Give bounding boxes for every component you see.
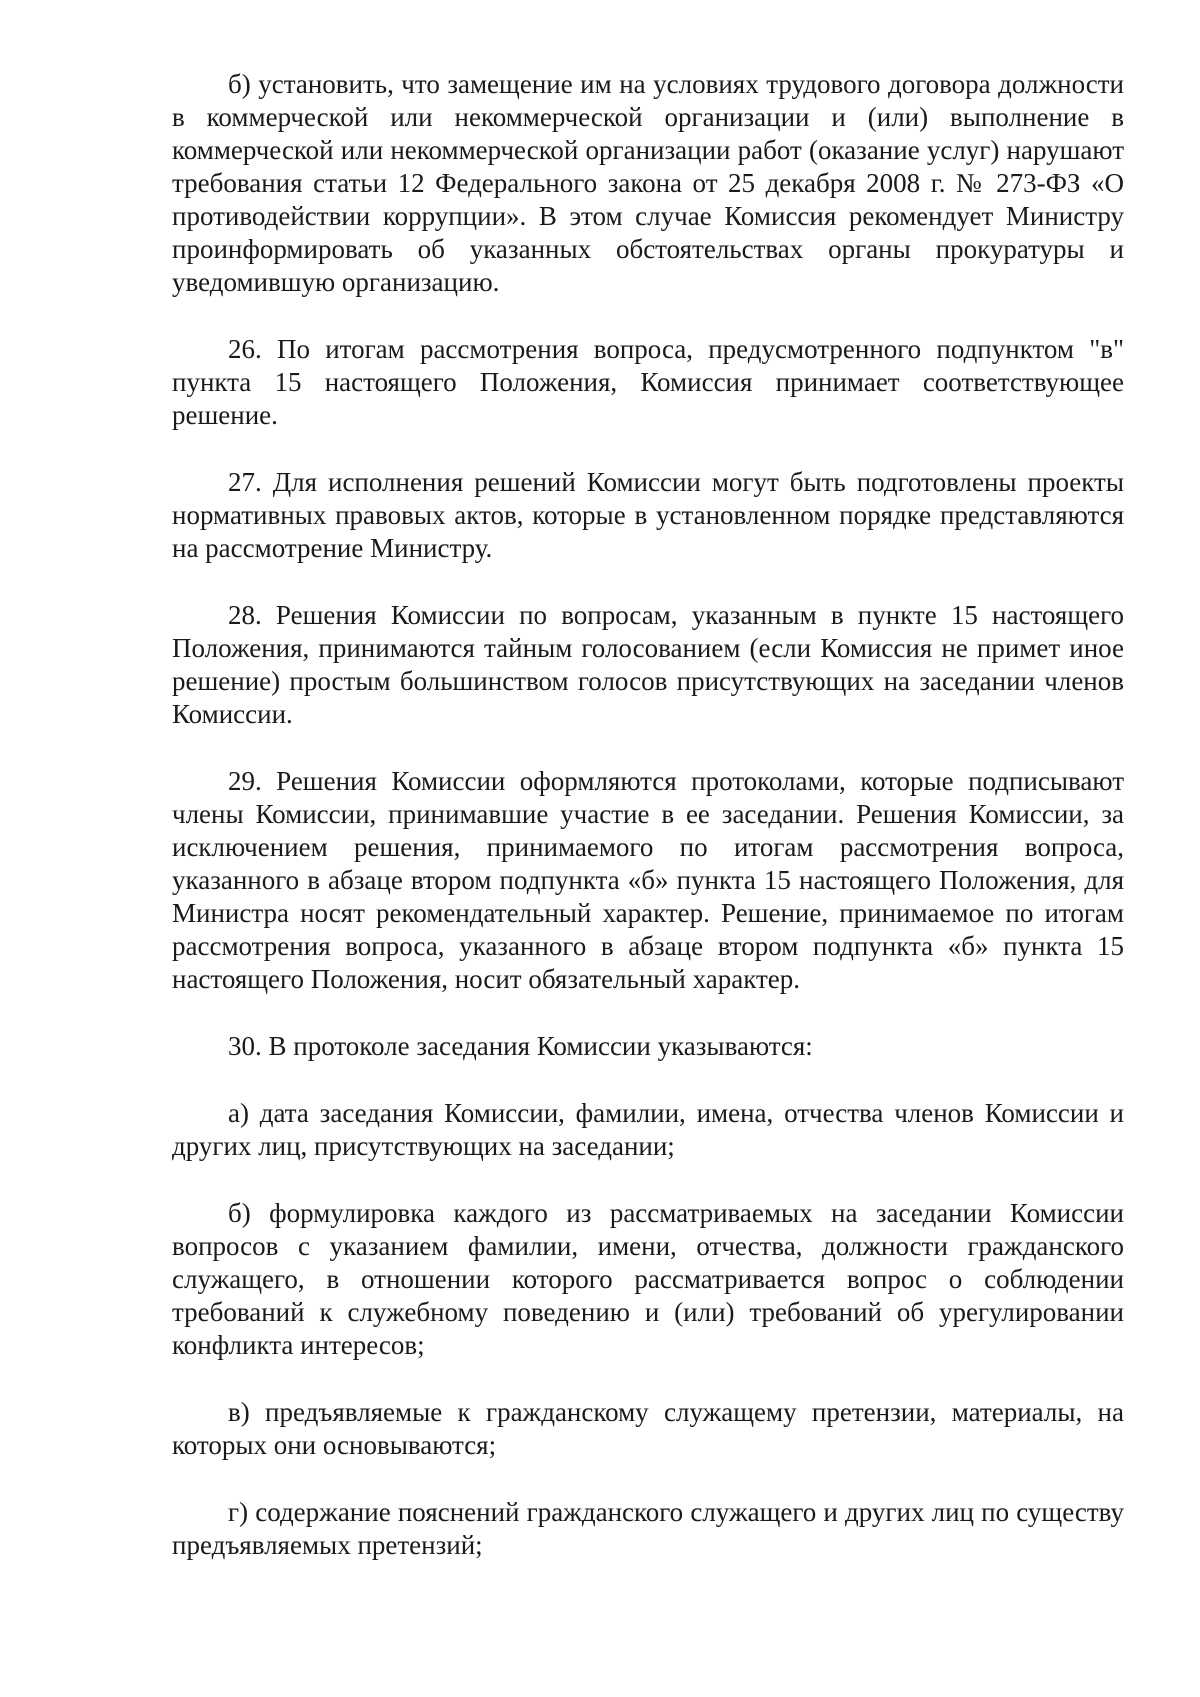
paragraph-25b: б) установить, что замещение им на условиях трудового договора должности в коммерческой или некоммерческой организации и (или) выполнение в коммерческой или некоммерческой организации работ (оказание услуг) нарушают требования статьи 12 Федерального закона от 25 декабря 2008 г. № 273-ФЗ «О противодействии коррупции». В этом случае Комиссия рекомендует Министру проинформировать об указанных обстоятельствах органы прокуратуры и уведомившую организацию. [172,69,1124,297]
paragraph-29: 29. Решения Комиссии оформляются протоколами, которые подписывают члены Комиссии, принимавшие участие в ее заседании. Решения Комиссии, за исключением решения, принимаемого по итогам рассмотрения вопроса, указанного в абзаце втором подпункта «б» пункта 15 настоящего Положения, для Министра носят рекомендательный характер. Решение, принимаемое по итогам рассмотрения вопроса, указанного в абзаце втором подпункта «б» пункта 15 настоящего Положения, носит обязательный характер. [172,766,1124,994]
paragraph-30: 30. В протоколе заседания Комиссии указываются: [228,1031,813,1061]
paragraph-26: 26. По итогам рассмотрения вопроса, предусмотренного подпунктом "в" пункта 15 настоящего Положения, Комиссия принимает соответствующее решение. [172,334,1124,430]
paragraph-28: 28. Решения Комиссии по вопросам, указанным в пункте 15 настоящего Положения, принимаются тайным голосованием (если Комиссия не примет иное решение) простым большинством голосов присутствующих на заседании членов Комиссии. [172,600,1124,729]
paragraph-30b: б) формулировка каждого из рассматриваемых на заседании Комиссии вопросов с указанием фамилии, имени, отчества, должности гражданского служащего, в отношении которого рассматривается вопрос о соблюдении требований к служебному поведению и (или) требований об урегулировании конфликта интересов; [172,1198,1124,1360]
document-body [172,68,1124,1596]
paragraph-30v: в) предъявляемые к гражданскому служащему претензии, материалы, на которых они основываются; [172,1397,1124,1460]
paragraph-30g: г) содержание пояснений гражданского служащего и других лиц по существу предъявляемых претензий; [172,1497,1124,1560]
paragraph-27: 27. Для исполнения решений Комиссии могут быть подготовлены проекты нормативных правовых актов, которые в установленном порядке представляются на рассмотрение Министру. [172,467,1124,563]
paragraph-30a: а) дата заседания Комиссии, фамилии, имена, отчества членов Комиссии и других лиц, присутствующих на заседании; [172,1098,1124,1161]
